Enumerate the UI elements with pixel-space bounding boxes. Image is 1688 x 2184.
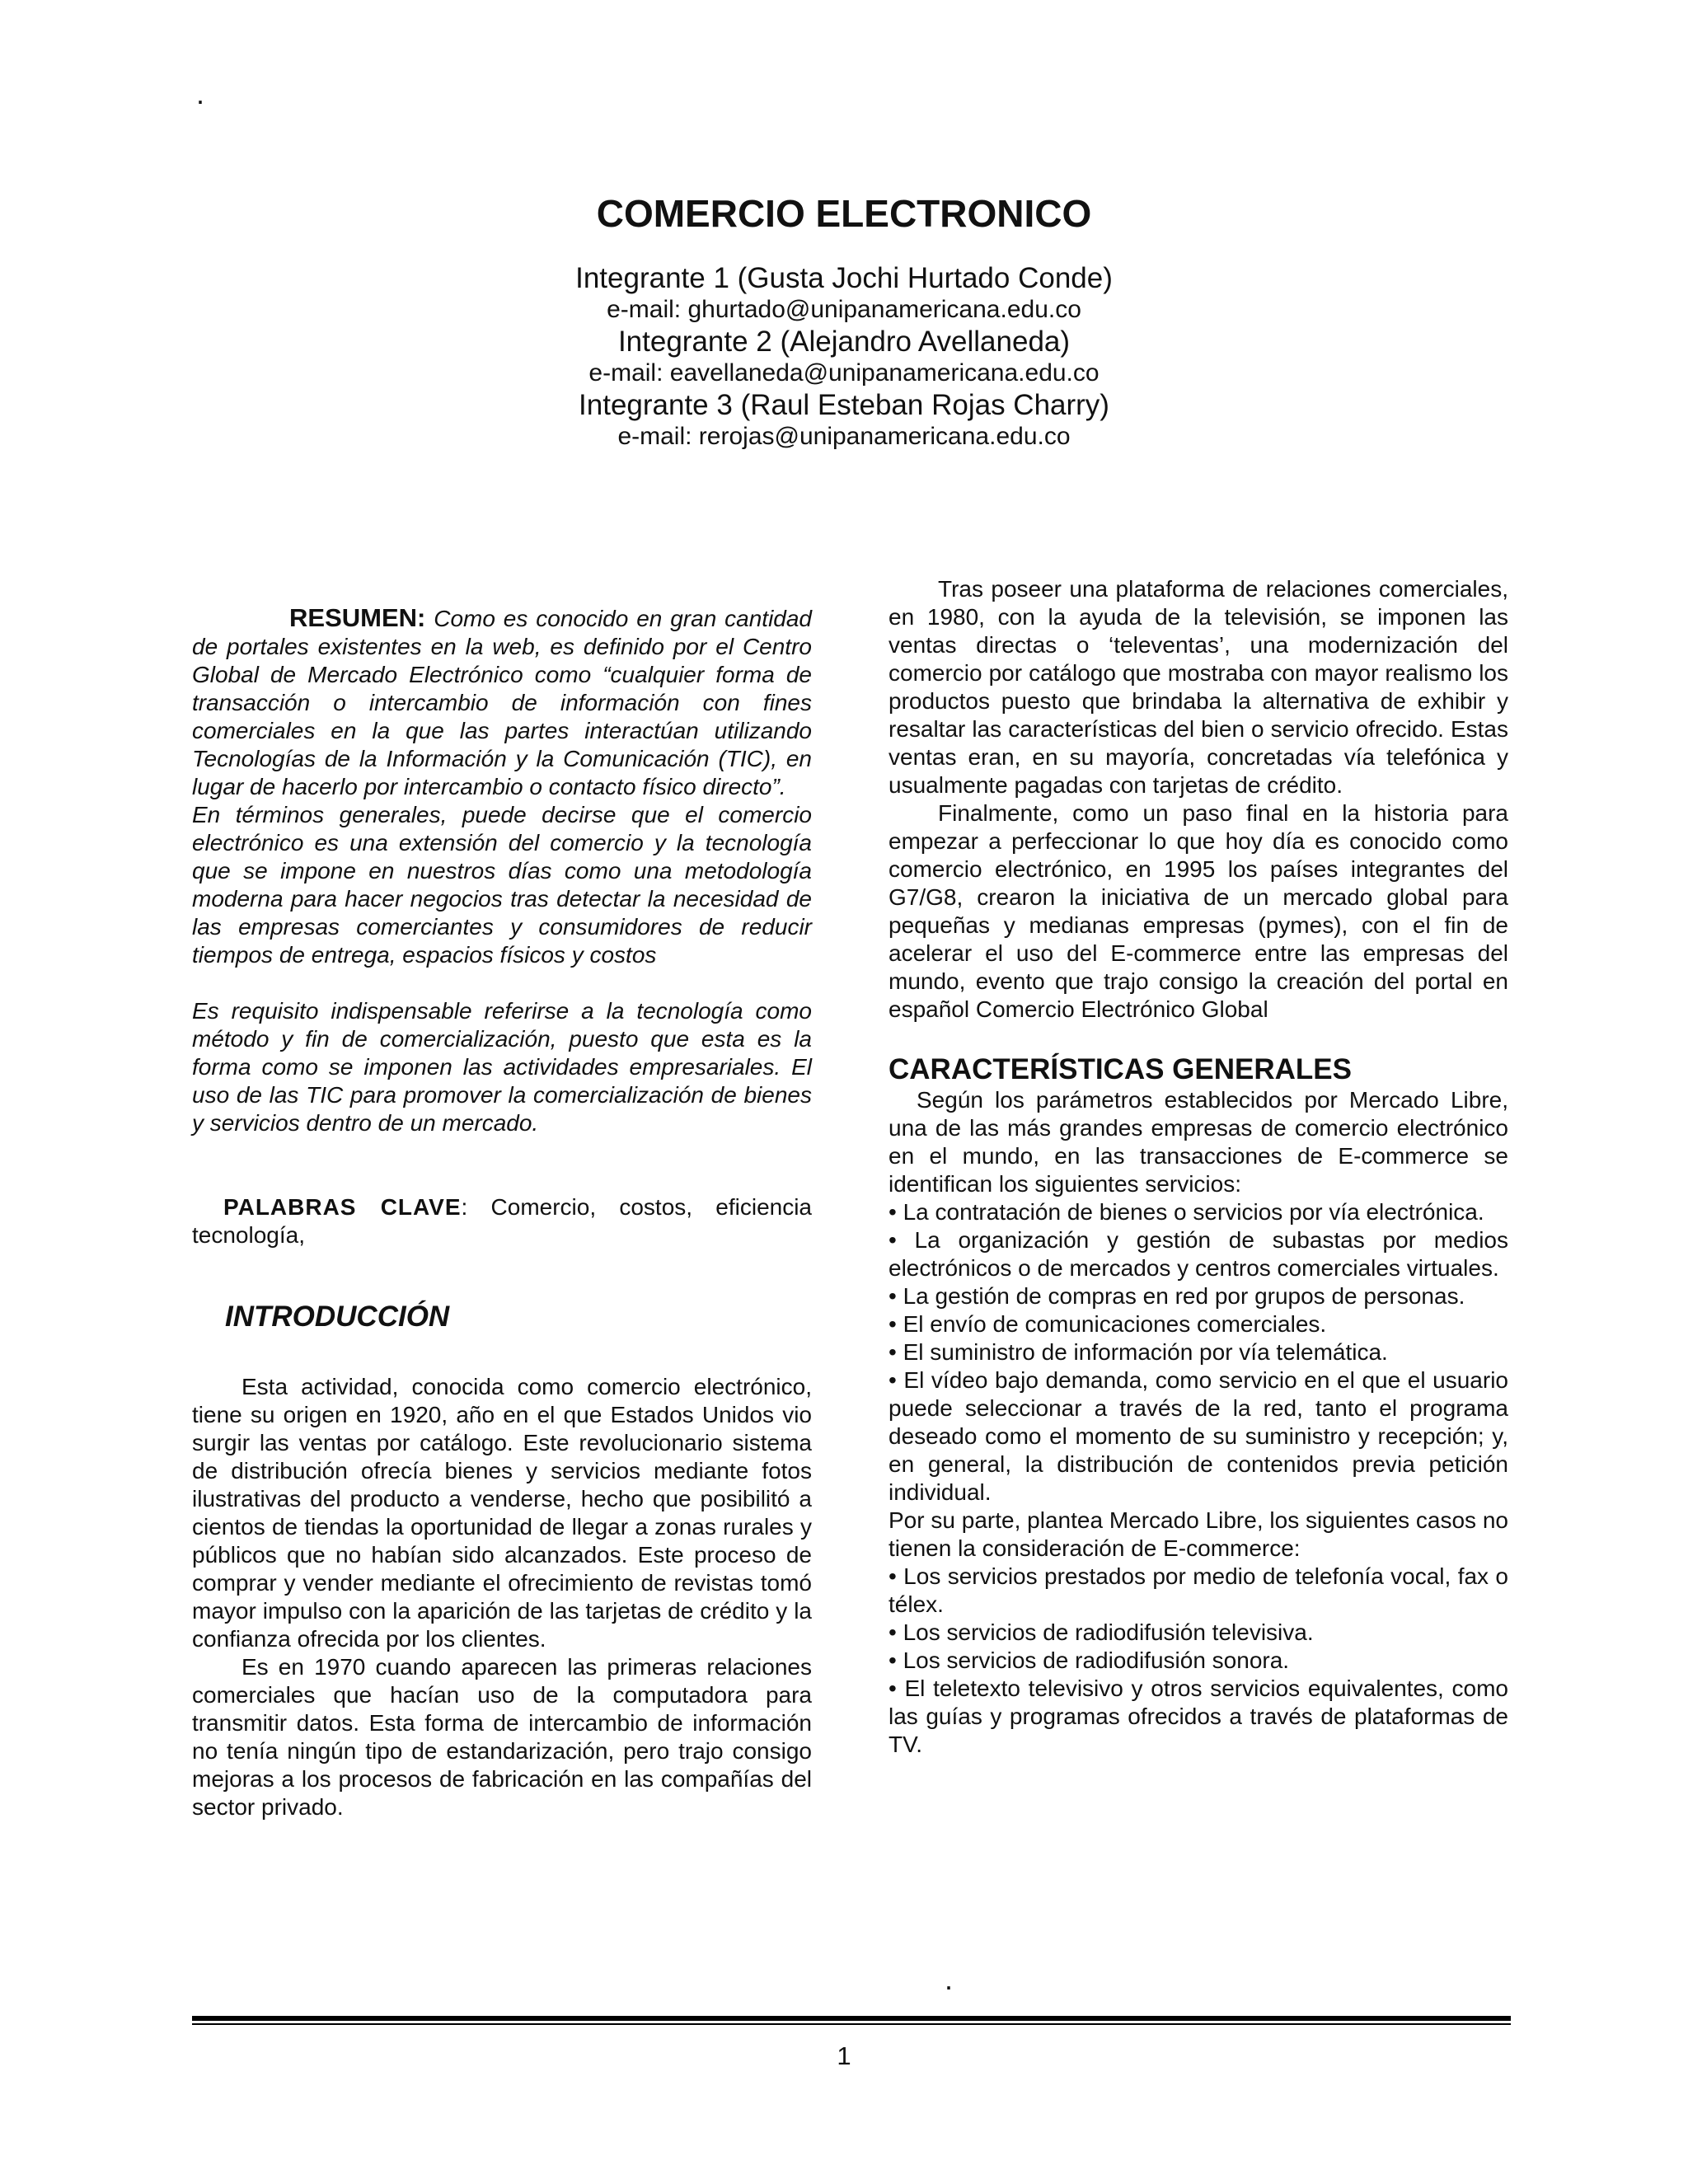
list-item: • Los servicios de radiodifusión televisiva.: [889, 1619, 1314, 1645]
member-2-email: e-mail: eavellaneda@unipanamericana.edu.co: [588, 359, 1100, 387]
member-1-email: e-mail: ghurtado@unipanamericana.edu.co: [607, 296, 1081, 323]
included-services-list: [889, 1198, 1508, 1507]
keywords-text: : Comercio, costos, eficiencia tecnología,: [192, 1194, 813, 1248]
introduction-body: [192, 1373, 812, 1821]
paper-header: [0, 188, 1688, 452]
footer-rule-thin: [192, 2023, 1511, 2025]
member-3-email: e-mail: rerojas@unipanamericana.edu.co: [617, 423, 1071, 450]
list-item: • Los servicios de radiodifusión sonora.: [889, 1647, 1290, 1673]
characteristics-heading: CARACTERÍSTICAS GENERALES: [889, 1053, 1352, 1085]
footer-rule-thick: [192, 2016, 1511, 2021]
list-item: • El vídeo bajo demanda, como servicio en el que el usuario puede seleccionar a través de la red, tanto el programa deseado como el momento de su suministro y recepción; y, en general, la distribución de contenidos previa petición individual.: [889, 1367, 1508, 1505]
keywords-heading: PALABRAS CLAVE: [223, 1194, 462, 1220]
list-item: • El teletexto televisivo y otros servicios equivalentes, como las guías y programas ofrecidos a través de plataformas de TV.: [889, 1675, 1508, 1757]
list-item: • La organización y gestión de subastas por medios electrónicos o de mercados y centros comerciales virtuales.: [889, 1227, 1508, 1281]
footer-mark: .: [945, 1962, 954, 1996]
list-item: • Los servicios prestados por medio de telefonía vocal, fax o télex.: [889, 1563, 1508, 1617]
abstract-heading: RESUMEN:: [289, 603, 426, 632]
excluded-services-list: [889, 1563, 1508, 1759]
abstract-paragraph-1: [192, 604, 812, 801]
introduction-paragraph-1: Esta actividad, conocida como comercio electrónico, tiene su origen en 1920, año en el que Estados Unidos vio surgir las ventas por catálogo. Este revolucionario sistema de distribución ofrecía bienes y servicios mediante fotos ilustrativas del producto a venderse, hecho que posibilitó a cientos de tiendas la oportunidad de llegar a zonas rurales y públicos que no habían sido alcanzados. Este proceso de comprar y vender mediante el ofrecimiento de revistas tomó mayor impulso con la aparición de las tarjetas de crédito y la confianza ofrecida por los clientes.: [192, 1374, 812, 1652]
characteristics-intro: Según los parámetros establecidos por Mercado Libre, una de las más grandes empresas de comercio electrónico en el mundo, en las transacciones de E-commerce se identifican los siguientes servicios:: [889, 1087, 1508, 1197]
member-2-name: Integrante 2 (Alejandro Avellaneda): [617, 326, 1071, 358]
member-3-name: Integrante 3 (Raul Esteban Rojas Charry): [579, 389, 1109, 421]
left-column: [192, 604, 812, 1821]
list-item: • El envío de comunicaciones comerciales.: [889, 1311, 1327, 1337]
introduction-heading: INTRODUCCIÓN: [225, 1301, 450, 1333]
excluded-intro: Por su parte, plantea Mercado Libre, los siguientes casos no tienen la consideración de E-commerce:: [889, 1507, 1508, 1561]
abstract-text-1: Como es conocido en gran cantidad de portales existentes en la web, es definido por el Centro Global de Mercado Electrónico como “cualquier forma de transacción o intercambio de información con fines comerciales en la que las partes interactúan utilizando Tecnologías de la Información y la Comunicación (TIC), en lugar de hacerlo por intercambio o contacto físico directo”.: [192, 606, 813, 799]
list-item: • La contratación de bienes o servicios por vía electrónica.: [889, 1199, 1484, 1225]
top-mark: .: [196, 77, 205, 110]
abstract-paragraph-3: Es requisito indispensable referirse a la tecnología como método y fin de comercialización, puesto que esta es la forma como se imponen las actividades empresariales. El uso de las TIC para promover la comercialización de bienes y servicios dentro de un mercado.: [192, 998, 812, 1136]
keywords: [192, 1193, 812, 1249]
page-number: 1: [837, 2041, 851, 2070]
right-column: [889, 575, 1508, 1759]
introduction-paragraph-4: Finalmente, como un paso final en la historia para empezar a perfeccionar lo que hoy día es conocido como comercio electrónico, en 1995 los países integrantes del G7/G8, crearon la iniciativa de un mercado global para pequeñas y medianas empresas (pymes), con el fin de acelerar el uso del E-commerce entre las empresas del mundo, evento que trajo consigo la creación del portal en español Comercio Electrónico Global: [889, 800, 1508, 1022]
introduction-paragraph-2: Es en 1970 cuando aparecen las primeras relaciones comerciales que hacían uso de la computadora para transmitir datos. Esta forma de intercambio de información no tenía ningún tipo de estandarización, pero trajo consigo mejoras a los procesos de fabricación en las compañías del sector privado.: [192, 1654, 812, 1820]
member-1-name: Integrante 1 (Gusta Jochi Hurtado Conde): [575, 262, 1113, 294]
list-item: • El suministro de información por vía telemática.: [889, 1339, 1388, 1365]
paper-title: COMERCIO ELECTRONICO: [596, 192, 1092, 235]
list-item: • La gestión de compras en red por grupos de personas.: [889, 1283, 1465, 1309]
introduction-paragraph-3: Tras poseer una plataforma de relaciones comerciales, en 1980, con la ayuda de la televisión, se imponen las ventas directas o ‘televentas’, una modernización del comercio por catálogo que mostraba con mayor realismo los productos puesto que brindaba la alternativa de exhibir y resaltar las características del bien o servicio ofrecido. Estas ventas eran, en su mayoría, concretadas vía telefónica y usualmente pagadas con tarjetas de crédito.: [889, 576, 1508, 798]
abstract-paragraph-2: En términos generales, puede decirse que el comercio electrónico es una extensión del comercio y la tecnología que se impone en nuestros días como una metodología moderna para hacer negocios tras detectar la necesidad de las empresas comerciantes y consumidores de reducir tiempos de entrega, espacios físicos y costos: [192, 802, 812, 968]
